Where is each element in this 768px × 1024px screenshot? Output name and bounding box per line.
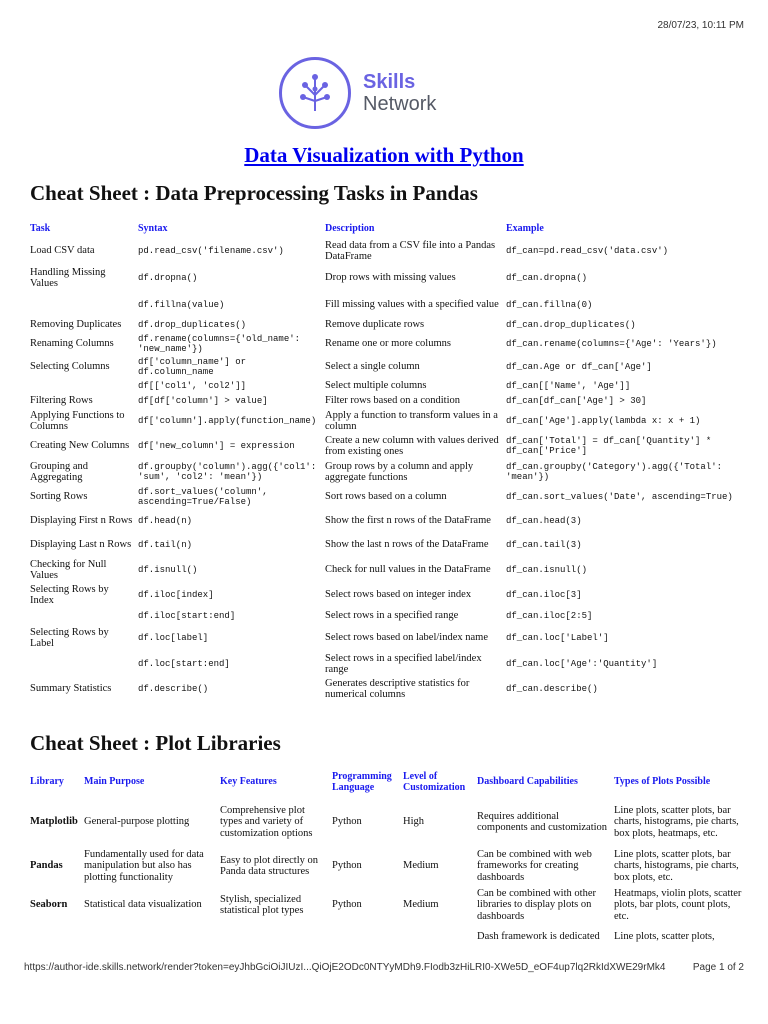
task-cell: Selecting Rows by Label	[30, 626, 109, 649]
library-cell: Matplotlib	[30, 816, 78, 828]
task-cell: Applying Functions to Columns	[30, 409, 125, 432]
table-row	[28, 393, 744, 409]
description-cell: Check for null values in the DataFrame	[325, 564, 491, 576]
example-cell: df_can.head(3)	[506, 515, 582, 526]
library-cell: Pandas	[30, 860, 63, 872]
syntax-cell: df.fillna(value)	[138, 299, 225, 310]
task-cell	[28, 607, 136, 625]
description-cell: Select rows in a specified range	[325, 610, 459, 622]
description-cell: Show the last n rows of the DataFrame	[325, 539, 489, 551]
logo-word-skills: Skills	[363, 71, 416, 93]
col-header-customization-level: Level of Customization	[403, 770, 466, 793]
task-cell: Selecting Columns	[30, 361, 110, 373]
task-cell: Grouping and Aggregating	[30, 460, 89, 483]
example-cell: df_can.tail(3)	[506, 539, 582, 550]
language-cell	[330, 924, 401, 950]
plot-types-cell: Line plots, scatter plots, bar charts, histograms, pie charts, box plots, etc.	[614, 848, 739, 883]
syntax-cell: df.isnull()	[138, 564, 198, 575]
task-cell: Selecting Rows by Index	[30, 583, 109, 606]
table-row	[28, 379, 744, 393]
syntax-cell: df.tail(n)	[138, 539, 193, 550]
col-header-example: Example	[506, 223, 544, 235]
table-row	[28, 846, 744, 886]
table-row	[28, 409, 744, 433]
task-cell: Filtering Rows	[30, 395, 93, 407]
syntax-cell: df.sort_values('column', ascending=True/False)	[138, 486, 268, 507]
description-cell: Select multiple columns	[325, 380, 427, 392]
customization-cell: High	[403, 816, 424, 828]
col-header-task: Task	[30, 223, 51, 235]
dashboard-cell: Can be combined with other libraries to display plots on dashboards	[477, 887, 596, 922]
table-row	[28, 677, 744, 701]
features-cell: Comprehensive plot types and variety of customization options	[220, 804, 313, 839]
syntax-cell: df['column_name'] or df.column_name	[138, 356, 247, 377]
task-cell	[28, 651, 136, 677]
syntax-cell: df.drop_duplicates()	[138, 319, 247, 330]
table-row	[28, 798, 744, 846]
example-cell: df_can.groupby('Category').agg({'Total': 'mean'})	[506, 461, 723, 482]
task-cell: Removing Duplicates	[30, 319, 122, 331]
description-cell: Select rows based on label/index name	[325, 632, 488, 644]
task-cell: Creating New Columns	[30, 440, 130, 452]
example-cell: df_can[['Name', 'Age']]	[506, 380, 631, 391]
description-cell: Generates descriptive statistics for numerical columns	[325, 677, 470, 700]
example-cell: df_can.describe()	[506, 683, 598, 694]
description-cell: Show the first n rows of the DataFrame	[325, 515, 491, 527]
dashboard-cell: Can be combined with web frameworks for creating dashboards	[477, 848, 592, 883]
table-row	[28, 607, 744, 625]
customization-cell	[401, 924, 475, 950]
task-cell: Displaying Last n Rows	[30, 539, 132, 551]
example-cell: df_can.dropna()	[506, 272, 588, 283]
table-row	[28, 485, 744, 509]
example-cell: df_can.rename(columns={'Age': 'Years'})	[506, 338, 717, 349]
example-cell: df_can['Total'] = df_can['Quantity'] * df_can['Price']	[506, 435, 712, 456]
footer-page-number: Page 1 of 2	[692, 962, 744, 973]
features-cell	[218, 924, 330, 950]
dashboard-cell: Requires additional components and customization	[477, 810, 608, 833]
syntax-cell: df[df['column'] > value]	[138, 395, 268, 406]
example-cell: df_can['Age'].apply(lambda x: x + 1)	[506, 415, 701, 426]
table-row	[28, 533, 744, 557]
description-cell: Filter rows based on a condition	[325, 395, 461, 407]
example-cell: df_can.iloc[3]	[506, 589, 582, 600]
skills-network-logo	[279, 57, 436, 129]
task-cell: Displaying First n Rows	[30, 515, 133, 527]
network-tree-icon	[279, 57, 351, 129]
syntax-cell: df.iloc[index]	[138, 589, 214, 600]
syntax-cell: df.rename(columns={'old_name': 'new_name'})	[138, 333, 301, 354]
description-cell: Select rows based on integer index	[325, 589, 472, 601]
section-title-preprocessing: Cheat Sheet : Data Preprocessing Tasks in Pandas	[30, 181, 478, 205]
customization-cell: Medium	[403, 860, 439, 872]
description-cell: Sort rows based on a column	[325, 491, 447, 503]
plot-libraries-table	[28, 766, 744, 950]
syntax-cell: df.loc[label]	[138, 632, 209, 643]
syntax-cell: df.loc[start:end]	[138, 658, 230, 669]
features-cell: Stylish, specialized statistical plot types	[220, 893, 304, 916]
description-cell: Select rows in a specified label/index range	[325, 652, 482, 675]
table-row	[28, 924, 744, 950]
example-cell: df_can.sort_values('Date', ascending=True)	[506, 491, 733, 502]
language-cell: Python	[332, 816, 362, 828]
document-title-link[interactable]: Data Visualization with Python	[244, 143, 524, 167]
syntax-cell: df['column'].apply(function_name)	[138, 415, 317, 426]
purpose-cell: Statistical data visualization	[84, 899, 202, 911]
syntax-cell: df.iloc[start:end]	[138, 610, 236, 621]
table-row	[28, 651, 744, 677]
example-cell: df_can.drop_duplicates()	[506, 319, 636, 330]
table-row	[28, 509, 744, 533]
dashboard-cell: Dash framework is dedicated	[477, 931, 600, 943]
col-header-dashboard-capabilities: Dashboard Capabilities	[477, 776, 578, 788]
description-cell: Apply a function to transform values in a column	[325, 409, 498, 432]
example-cell: df_can.iloc[2:5]	[506, 610, 593, 621]
syntax-cell: df[['col1', 'col2']]	[138, 380, 247, 391]
task-cell	[28, 293, 136, 317]
col-header-key-features: Key Features	[220, 776, 277, 788]
customization-cell: Medium	[403, 899, 439, 911]
description-cell: Fill missing values with a specified value	[325, 299, 499, 311]
features-cell: Easy to plot directly on Panda data structures	[220, 854, 318, 877]
library-cell: Seaborn	[30, 899, 68, 911]
task-cell: Sorting Rows	[30, 491, 88, 503]
description-cell: Drop rows with missing values	[325, 272, 456, 284]
description-cell: Read data from a CSV file into a Pandas DataFrame	[325, 239, 496, 262]
purpose-cell	[82, 924, 218, 950]
table-row	[28, 459, 744, 485]
print-footer	[24, 962, 744, 973]
description-cell: Group rows by a column and apply aggregate functions	[325, 460, 474, 483]
example-cell: df_can.fillna(0)	[506, 299, 593, 310]
table-row	[28, 333, 744, 355]
preprocessing-table	[28, 219, 744, 701]
purpose-cell: Fundamentally used for data manipulation but also has plotting functionality	[84, 848, 204, 883]
table-row	[28, 557, 744, 583]
col-header-main-purpose: Main Purpose	[84, 776, 145, 788]
table-row	[28, 293, 744, 317]
syntax-cell: df.head(n)	[138, 515, 193, 526]
task-cell: Handling Missing Values	[30, 266, 106, 289]
example-cell: df_can.isnull()	[506, 564, 588, 575]
example-cell: df_can.loc['Age':'Quantity']	[506, 658, 658, 669]
plot-types-cell: Line plots, scatter plots,	[614, 931, 715, 943]
col-header-plot-types: Types of Plots Possible	[614, 776, 711, 788]
col-header-library: Library	[30, 776, 64, 788]
syntax-cell: df['new_column'] = expression	[138, 440, 295, 451]
library-cell	[28, 924, 82, 950]
task-cell: Renaming Columns	[30, 338, 114, 350]
task-cell: Summary Statistics	[30, 683, 112, 695]
example-cell: df_can.Age or df_can['Age']	[506, 361, 652, 372]
table-row	[28, 317, 744, 333]
col-header-description: Description	[325, 223, 375, 235]
description-cell: Rename one or more columns	[325, 338, 451, 350]
syntax-cell: pd.read_csv('filename.csv')	[138, 245, 284, 256]
task-cell	[28, 379, 136, 393]
table-row	[28, 433, 744, 459]
print-timestamp: 28/07/23, 10:11 PM	[657, 20, 744, 31]
task-cell: Load CSV data	[30, 245, 95, 257]
plot-types-cell: Heatmaps, violin plots, scatter plots, bar plots, count plots, etc.	[614, 887, 742, 922]
footer-url: https://author-ide.skills.network/render?token=eyJhbGciOiJIUzI...QiOjE2ODc0NTYyMDh9.FIodb3zHiLRI0-XWe5D_eOF4up7lq2RkIdXWE29rMk4	[24, 962, 666, 973]
table-row	[28, 263, 744, 293]
section-title-plot-libraries: Cheat Sheet : Plot Libraries	[30, 731, 281, 755]
table-row	[28, 886, 744, 924]
table-row	[28, 239, 744, 263]
col-header-syntax: Syntax	[138, 223, 168, 235]
syntax-cell: df.groupby('column').agg({'col1': 'sum', 'col2': 'mean'})	[138, 461, 317, 482]
table-row	[28, 355, 744, 379]
logo-word-network: Network	[363, 93, 437, 115]
syntax-cell: df.describe()	[138, 683, 209, 694]
language-cell: Python	[332, 899, 362, 911]
table-row	[28, 583, 744, 607]
example-cell: df_can=pd.read_csv('data.csv')	[506, 245, 669, 256]
language-cell: Python	[332, 860, 362, 872]
description-cell: Remove duplicate rows	[325, 319, 425, 331]
example-cell: df_can[df_can['Age'] > 30]	[506, 395, 647, 406]
task-cell: Checking for Null Values	[30, 558, 107, 581]
example-cell: df_can.loc['Label']	[506, 632, 609, 643]
description-cell: Select a single column	[325, 361, 420, 373]
syntax-cell: df.dropna()	[138, 272, 198, 283]
plot-types-cell: Line plots, scatter plots, bar charts, histograms, pie charts, box plots, heatmaps, etc.	[614, 804, 739, 839]
col-header-programming-language: Programming Language	[332, 770, 392, 793]
description-cell: Create a new column with values derived from existing ones	[325, 434, 499, 457]
table-row	[28, 625, 744, 651]
purpose-cell: General-purpose plotting	[84, 816, 190, 828]
